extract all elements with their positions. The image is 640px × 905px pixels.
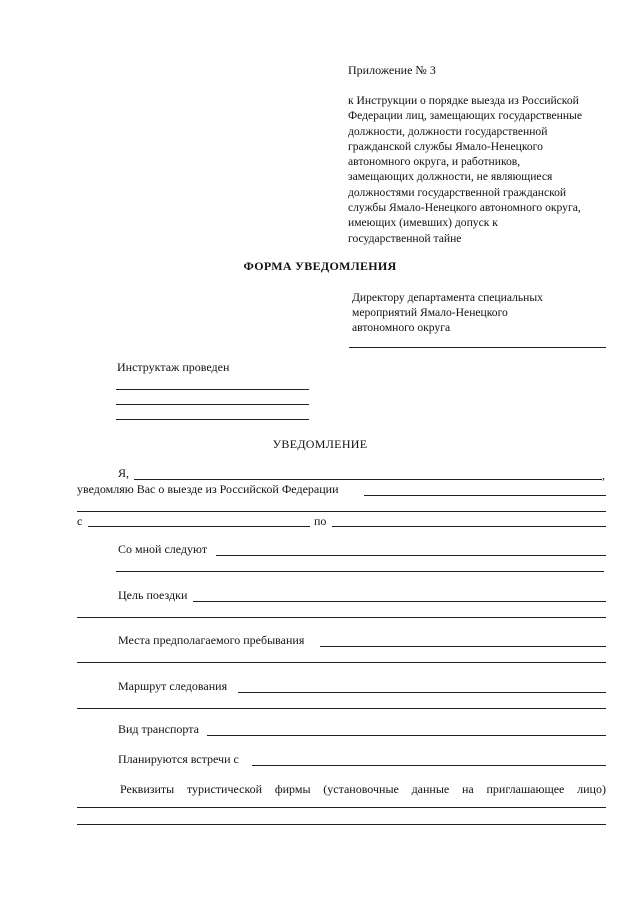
briefing-line-2[interactable] (116, 404, 309, 405)
briefing-line-3[interactable] (116, 419, 309, 420)
tour-firm-word: на (461, 782, 474, 796)
tour-firm-word: данные (411, 782, 450, 796)
notice-title: УВЕДОМЛЕНИЕ (272, 437, 368, 451)
tour-firm-word: (установочные (323, 782, 399, 796)
appendix-line: гражданской службы Ямало-Ненецкого (348, 139, 543, 153)
field-comma: , (602, 468, 605, 482)
field-to-label: по (314, 514, 327, 528)
tour-firm-word: туристической (186, 782, 263, 796)
field-from-label: с (77, 514, 83, 528)
field-meetings-label: Планируются встречи с (118, 752, 239, 766)
tour-firm-word: приглашающее (486, 782, 565, 796)
tour-firm-line-1[interactable] (77, 807, 606, 808)
route-line-2[interactable] (77, 708, 606, 709)
appendix-line: замещающих должности, не являющиеся (348, 170, 553, 184)
appendix-line: службы Ямало-Ненецкого автономного округа, (348, 201, 581, 215)
date-to-line[interactable] (332, 526, 606, 527)
route-line[interactable] (238, 692, 606, 693)
notify-line-2[interactable] (77, 511, 606, 512)
tour-firm-line-2[interactable] (77, 824, 606, 825)
tour-firm-word: фирмы (274, 782, 311, 796)
form-title: ФОРМА УВЕДОМЛЕНИЯ (243, 259, 397, 273)
meetings-line[interactable] (252, 765, 606, 766)
appendix-line: должности, должности государственной (348, 124, 548, 138)
full-name-line[interactable] (134, 479, 602, 480)
accompanied-line[interactable] (216, 555, 606, 556)
addressee-line: мероприятий Ямало-Ненецкого (352, 306, 508, 319)
field-purpose-label: Цель поездки (118, 588, 188, 602)
addressee-name-line[interactable] (349, 347, 606, 348)
tour-firm-word: лицо) (577, 782, 606, 796)
briefing-label: Инструктаж проведен (117, 360, 230, 374)
addressee-line: автономного округа (352, 321, 451, 334)
appendix-line: к Инструкции о порядке выезда из Российской (348, 94, 579, 107)
places-line[interactable] (320, 646, 606, 647)
addressee-block (352, 290, 543, 335)
appendix-number: Приложение № 3 (348, 63, 436, 77)
field-tour-firm-label (120, 782, 606, 797)
accompanied-line-2[interactable] (116, 571, 604, 572)
places-line-2[interactable] (77, 662, 606, 663)
appendix-line: должностями государственной гражданской (348, 185, 567, 199)
field-places-label: Места предполагаемого пребывания (118, 633, 305, 647)
field-accompanied-label: Со мной следуют (118, 542, 208, 556)
transport-line[interactable] (207, 735, 606, 736)
field-notify-label: уведомляю Вас о выезде из Российской Федерации (77, 482, 339, 496)
field-ya-label: Я, (118, 466, 130, 480)
purpose-line[interactable] (193, 601, 606, 602)
addressee-line: Директору департамента специальных (352, 291, 543, 304)
date-from-line[interactable] (88, 526, 310, 527)
appendix-line: государственной тайне (348, 231, 462, 245)
appendix-line: Федерации лиц, замещающих государственные (348, 109, 582, 123)
tour-firm-word: Реквизиты (120, 782, 175, 796)
appendix-line: имеющих (имевших) допуск к (348, 216, 498, 230)
appendix-text (348, 93, 618, 246)
field-transport-label: Вид транспорта (118, 722, 199, 736)
briefing-line-1[interactable] (116, 389, 309, 390)
notify-line[interactable] (364, 495, 606, 496)
appendix-line: автономного округа, и работников, (348, 155, 521, 169)
purpose-line-2[interactable] (77, 617, 606, 618)
field-route-label: Маршрут следования (118, 679, 228, 693)
